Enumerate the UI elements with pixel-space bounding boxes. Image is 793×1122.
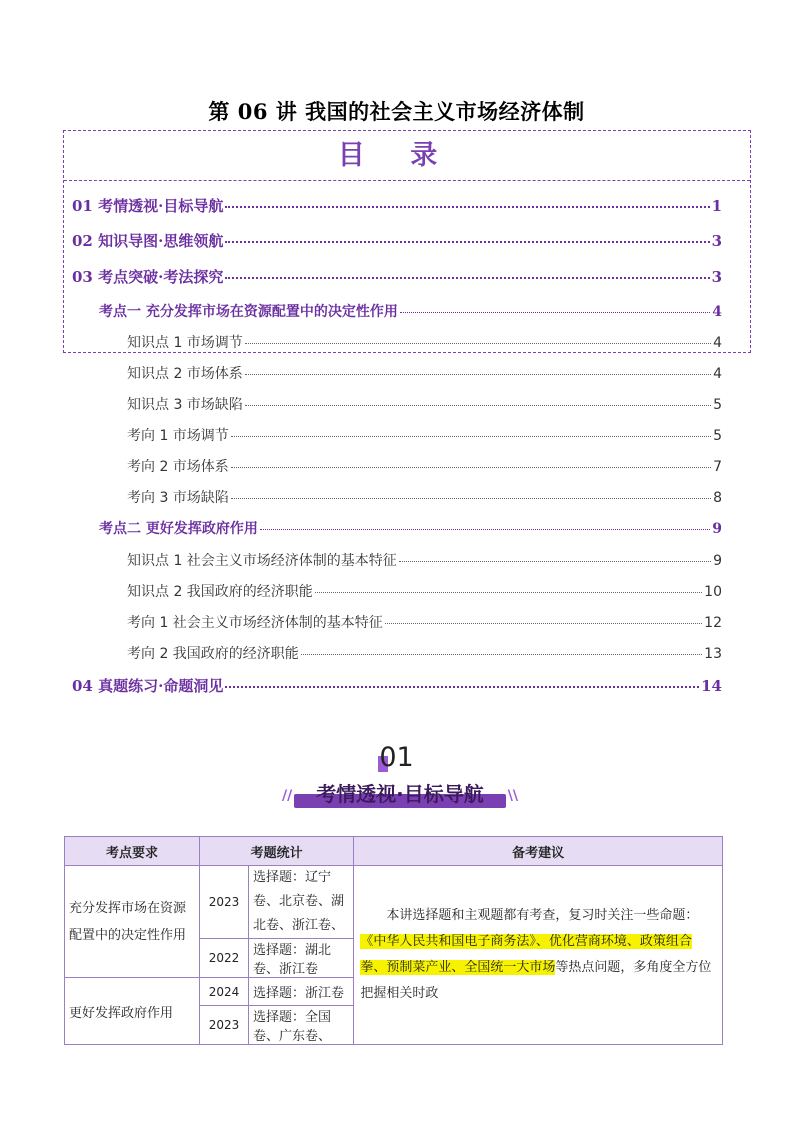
- toc-leader-dots: [231, 467, 711, 468]
- toc-entry-page: 13: [704, 646, 722, 662]
- toc-entry[interactable]: [72, 487, 722, 507]
- toc-entry-page: 4: [712, 304, 722, 320]
- toc-entry[interactable]: [72, 675, 722, 696]
- toc-leader-dots: [400, 312, 710, 313]
- toc-entry-label: 考向 3 市场缺陷: [127, 490, 229, 506]
- toc-leader-dots: [399, 561, 711, 562]
- toc-entry-label: 知识点 1 社会主义市场经济体制的基本特征: [127, 553, 397, 569]
- toc-entry[interactable]: [72, 612, 722, 632]
- toc-entry[interactable]: [72, 230, 722, 251]
- toc-entry[interactable]: [72, 456, 722, 476]
- toc-entry-label: 03 考点突破·考法探究: [72, 268, 224, 286]
- toc-entry-page: 3: [711, 268, 722, 286]
- toc-entry-page: 5: [713, 428, 722, 444]
- toc-entry[interactable]: [72, 643, 722, 663]
- toc-entry-page: 9: [713, 553, 722, 569]
- header-advice: 备考建议: [354, 837, 723, 866]
- toc-entry-label: 知识点 3 市场缺陷: [127, 397, 243, 413]
- toc-divider: [64, 180, 750, 181]
- toc-leader-dots: [260, 529, 710, 530]
- toc-leader-dots: [225, 206, 709, 208]
- toc-leader-dots: [225, 241, 709, 243]
- stats-cell: 选择题：湖北卷、浙江卷: [249, 939, 354, 978]
- toc-entry-label: 知识点 2 我国政府的经济职能: [127, 584, 313, 600]
- toc-leader-dots: [225, 686, 699, 688]
- toc-entry[interactable]: [72, 394, 722, 414]
- toc-entry[interactable]: [72, 425, 722, 445]
- toc-entry[interactable]: [72, 550, 722, 570]
- header-statistics: 考题统计: [200, 837, 354, 866]
- advice-text-end: 等热点问题，多角度全方位把握相关时政: [360, 960, 712, 1001]
- toc-entry-page: 9: [712, 521, 722, 537]
- toc-entry-page: 7: [713, 459, 722, 475]
- toc-entry-page: 1: [711, 197, 722, 215]
- year-cell: 2023: [200, 1006, 249, 1045]
- toc-entry[interactable]: [72, 195, 722, 216]
- toc-entry-page: 3: [711, 232, 722, 250]
- toc-entry-page: 12: [704, 615, 722, 631]
- toc-entry[interactable]: [72, 518, 722, 538]
- advice-cell: [354, 866, 723, 1045]
- header-requirement: 考点要求: [65, 837, 200, 866]
- exam-table: [64, 836, 723, 1045]
- stats-cell: 选择题：全国卷、广东卷、: [249, 1006, 354, 1045]
- toc-entry[interactable]: [72, 332, 722, 352]
- toc-leader-dots: [231, 498, 711, 499]
- stats-cell: 选择题：浙江卷: [249, 978, 354, 1006]
- toc-entry[interactable]: [72, 266, 722, 287]
- table-row: [65, 866, 723, 939]
- slash-decoration-left: //: [282, 788, 293, 804]
- requirement-cell: 更好发挥政府作用: [65, 978, 200, 1045]
- toc-entry[interactable]: [72, 301, 722, 321]
- toc-entry-label: 考点一 充分发挥市场在资源配置中的决定性作用: [99, 304, 398, 320]
- section-banner: [282, 778, 518, 810]
- toc-entry-label: 考向 2 我国政府的经济职能: [127, 646, 299, 662]
- requirement-cell: 充分发挥市场在资源配置中的决定性作用: [65, 866, 200, 978]
- toc-entry-page: 5: [713, 397, 722, 413]
- toc-entry-page: 4: [713, 335, 722, 351]
- toc-leader-dots: [245, 374, 711, 375]
- section-number: [0, 742, 793, 773]
- toc-entry-label: 考向 1 社会主义市场经济体制的基本特征: [127, 615, 383, 631]
- toc-leader-dots: [315, 592, 702, 593]
- section-number-text: 01: [379, 742, 414, 773]
- toc-entry-label: 01 考情透视·目标导航: [72, 197, 224, 215]
- toc-entry[interactable]: [72, 581, 722, 601]
- toc-leader-dots: [385, 623, 702, 624]
- toc-entry-label: 考点二 更好发挥政府作用: [99, 521, 258, 537]
- toc-entry-page: 10: [704, 584, 722, 600]
- year-cell: 2022: [200, 939, 249, 978]
- table-header-row: [65, 837, 723, 866]
- toc-leader-dots: [245, 405, 711, 406]
- toc-entry-label: 知识点 1 市场调节: [127, 335, 243, 351]
- toc-leader-dots: [225, 277, 709, 279]
- toc-entry-page: 4: [713, 366, 722, 382]
- toc-entry-label: 02 知识导图·思维领航: [72, 232, 224, 250]
- slash-decoration-right: \\: [507, 788, 518, 804]
- toc-entry-label: 知识点 2 市场体系: [127, 366, 243, 382]
- toc-entry-label: 考向 2 市场体系: [127, 459, 229, 475]
- year-cell: 2024: [200, 978, 249, 1006]
- stats-cell: 选择题：辽宁卷、北京卷、湖北卷、浙江卷、: [249, 866, 354, 939]
- toc-leader-dots: [245, 343, 711, 344]
- toc-entry-page: 8: [713, 490, 722, 506]
- toc-entry[interactable]: [72, 363, 722, 383]
- year-cell: 2023: [200, 866, 249, 939]
- toc-entry-label: 考向 1 市场调节: [127, 428, 229, 444]
- advice-text-intro: 本讲选择题和主观题都有考查，复习时关注一些命题：: [386, 908, 699, 923]
- toc-heading: 目 录: [337, 140, 456, 171]
- advice-highlight: 《中华人民共和国电子商务法》、优化营商环境、政策组合拳、预制菜产业、全国统一大市场: [360, 934, 692, 975]
- page-title: 第 06 讲 我国的社会主义市场经济体制: [208, 99, 585, 124]
- toc-entry-label: 04 真题练习·命题洞见: [72, 677, 224, 695]
- section-title: 考情透视·目标导航: [316, 782, 484, 806]
- toc-entry-page: 14: [701, 677, 722, 695]
- toc-leader-dots: [231, 436, 711, 437]
- toc-leader-dots: [301, 654, 702, 655]
